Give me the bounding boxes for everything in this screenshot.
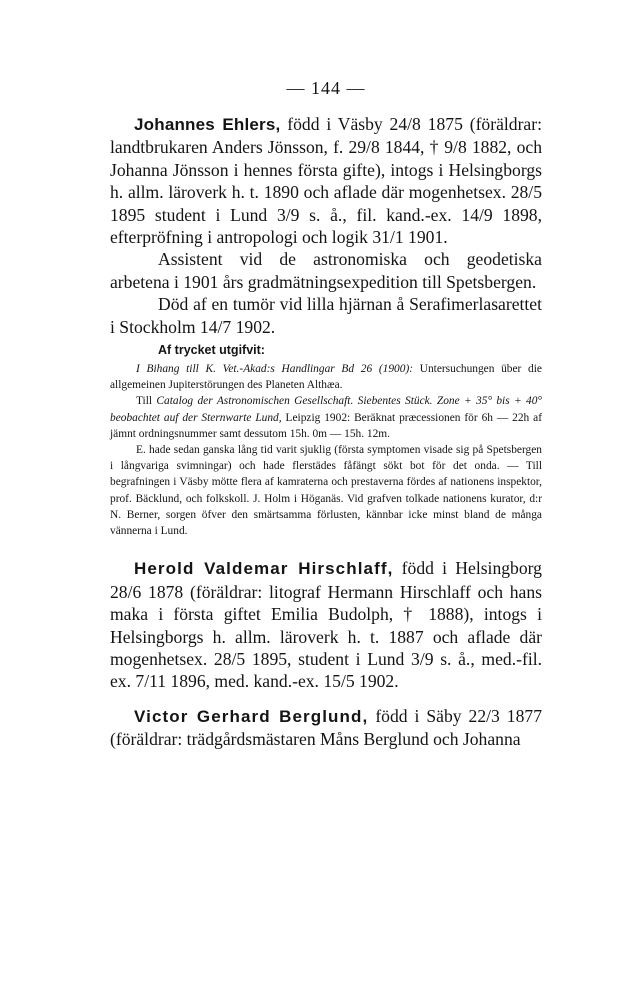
entry-herold-hirschlaff (110, 557, 542, 692)
biography-text: född i Väsby 24/8 1875 (föräldrar: landtbrukaren Anders Jönsson, f. 29/8 1844, † 9/8 1882, och Johanna Jönsson i hennes första gifte), intogs i Helsingborgs h. allm. läroverk h. t. 1890 och aflade där mogenhetsex. 28/5 1895 student i Lund 3/9 s. å., fil. kand.-ex. 14/9 1898, efterpröfning i antropologi och logik 31/1 1901. (110, 114, 542, 248)
biography-text: född i Säby 22/3 1877 (föräldrar: trädgårdsmästaren Måns Berglund och Johanna (110, 705, 542, 750)
entry-victor-berglund (110, 705, 542, 751)
entry-paragraph (110, 557, 542, 692)
publication-title: Untersuchungen über die allgemeinen Jupiterstörungen des Planeten Althæa. (110, 363, 542, 392)
page-number: — 144 — (286, 78, 366, 98)
publication-reference: I Bihang till K. Vet.-Akad:s Handlingar Bd 26 (1900): (136, 363, 414, 376)
spacer (110, 539, 542, 557)
entry-johannes-ehlers (110, 113, 542, 539)
spacer (110, 693, 542, 705)
publication-title: Leipzig 1902: Beräknat præcessionen för 6h — 22h af jämnt ordningsnummer samt dessutom 15h. 0m — 15h. 12m. (110, 411, 542, 440)
publications-heading: Af trycket utgifvit: (158, 343, 265, 358)
entry-paragraph (110, 113, 542, 248)
publication-item (110, 393, 542, 442)
publication-reference: Catalog der Astronomischen Gesellschaft. Siebentes Stück. Zone + 35° bis + 40° beobachtet auf der Sternwarte Lund, (110, 395, 542, 424)
document-page (110, 78, 542, 751)
publication-prefix: Till (136, 395, 153, 408)
biography-text: född i Helsingborg 28/6 1878 (föräldrar: litograf Hermann Hirschlaff och hans maka i första giftet Emilia Budolph, † 1888), intogs i Helsingborgs h. allm. läroverk h. t. 1887 och aflade där mogenhetsex. 28/5 1895, student i Lund 3/9 s. å., med.-fil. ex. 7/11 1896, med. kand.-ex. 15/5 1902. (110, 558, 542, 692)
publication-item (110, 361, 542, 393)
biographical-note: E. hade sedan ganska lång tid varit sjuklig (första symptomen visade sig på Spetsbergen i långvariga svimningar) och hade flerstädes fåfängt sökt bot för det onda. — Till begrafningen i Väsby mötte flera af kamraterna och prestaverna fördes af nationens inspektor, prof. Bäcklund, och folkskoll. J. Holm i Höganäs. Vid grafven tolkade nationens kurator, d:r N. Berner, sorgen öfver den smärtsamma förlusten, kännbar icke minst bland de många vännerna i Lund. (110, 444, 542, 538)
biography-text: Assistent vid de astronomiska och geodetiska arbetena i 1901 års gradmätningsexpedition till Spetsbergen. (110, 249, 542, 292)
person-name: Victor Gerhard Berglund, (134, 706, 369, 726)
biography-text: Död af en tumör vid lilla hjärnan å Serafimerlasarettet i Stockholm 14/7 1902. (110, 294, 542, 337)
person-name: Johannes Ehlers, (134, 115, 281, 134)
person-name: Herold Valdemar Hirschlaff, (134, 559, 394, 579)
entry-paragraph (110, 705, 542, 751)
